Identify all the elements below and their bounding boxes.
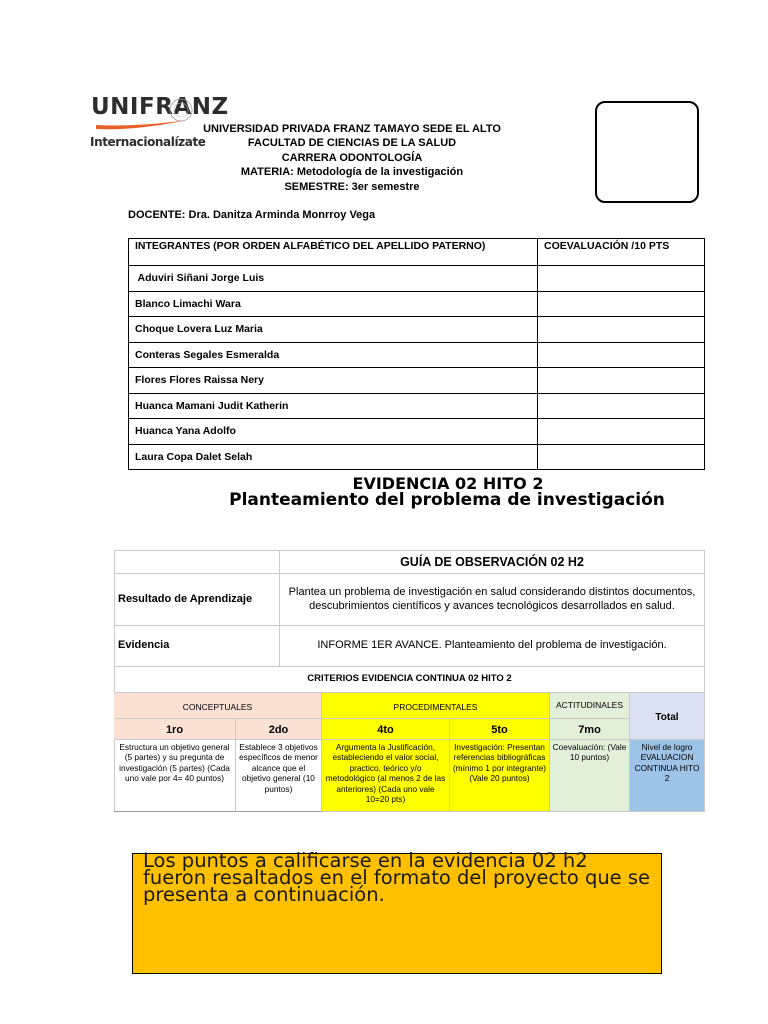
- header-faculty: FACULTAD DE CIENCIAS DE LA SALUD: [247, 137, 457, 150]
- criterion-2-description: Establece 3 objetivos específicos de menor alcance que el objetivo general (10 puntos): [236, 740, 322, 812]
- member-name: Blanco Limachi Wara: [129, 291, 538, 317]
- member-score-cell[interactable]: [538, 317, 705, 343]
- criterion-1-number: 1ro: [114, 719, 236, 740]
- member-name: Flores Flores Raissa Nery: [129, 368, 538, 394]
- table-row: [129, 393, 705, 419]
- table-row: [129, 266, 705, 292]
- criterios-title: CRITERIOS EVIDENCIA CONTINUA 02 HITO 2: [307, 673, 512, 684]
- group-conceptuales: CONCEPTUALES: [114, 692, 322, 719]
- guide-right-border: [704, 550, 705, 692]
- criterion-4-number: 4to: [322, 719, 450, 740]
- guide-top-border: [114, 550, 705, 551]
- col-integrantes: INTEGRANTES (POR ORDEN ALFABÉTICO DEL APELLIDO PATERNO): [129, 239, 538, 266]
- member-score-cell[interactable]: [538, 368, 705, 394]
- criterion-5-number: 5to: [450, 719, 550, 740]
- members-table: [128, 238, 705, 470]
- evidence-title: EVIDENCIA 02 HITO 2: [352, 474, 544, 493]
- observation-guide: [114, 550, 705, 812]
- table-row: [129, 368, 705, 394]
- logo-seal-icon: [168, 97, 194, 123]
- evidence-subtitle: Planteamiento del problema de investigación: [229, 490, 665, 510]
- header-semester: SEMESTRE: 3er semestre: [284, 180, 420, 193]
- members-table-header: [129, 239, 705, 266]
- resultado-label: Resultado de Aprendizaje: [118, 593, 253, 605]
- document-header: [190, 122, 514, 194]
- table-row: [129, 291, 705, 317]
- header-career: CARRERA ODONTOLOGÍA: [281, 151, 423, 164]
- col-coevaluacion: COEVALUACIÓN /10 PTS: [538, 239, 705, 266]
- criterion-7-number: 7mo: [550, 719, 630, 740]
- criterion-4-description: Argumenta la Justificación, estableciendo el valor social, practico, teórico y/o metodológico (al menos 2 de las anteriores) (Cada uno vale 10=20 pts): [322, 740, 450, 812]
- member-name: Conteras Segales Esmeralda: [129, 342, 538, 368]
- total-description: Nivel de logro EVALUACION CONTINUA HITO 2: [630, 740, 705, 812]
- member-score-cell[interactable]: [538, 393, 705, 419]
- member-name: Aduviri Siñani Jorge Luis: [129, 266, 538, 292]
- member-score-cell[interactable]: [538, 342, 705, 368]
- unifranz-logo: UNIFRANZ: [91, 94, 229, 120]
- evidencia-label: Evidencia: [118, 639, 170, 651]
- group-total: Total: [630, 692, 705, 740]
- logo-tagline: Internacionalízate: [90, 135, 206, 149]
- docente-line: DOCENTE: Dra. Danitza Arminda Monrroy Vega: [128, 209, 376, 221]
- member-name: Huanca Mamani Judit Katherin: [129, 393, 538, 419]
- member-score-cell[interactable]: [538, 291, 705, 317]
- guide-row-line: [114, 573, 705, 574]
- criterion-5-description: Investigación: Presentan referencias bibliográficas (mínimo 1 por integrante) (Vale 20 puntos): [450, 740, 550, 812]
- evidencia-text: INFORME 1ER AVANCE. Planteamiento del problema de investigación.: [317, 639, 667, 651]
- criterion-2-number: 2do: [236, 719, 322, 740]
- member-score-cell[interactable]: [538, 266, 705, 292]
- criterion-7-description: Coevaluación: (Vale 10 puntos): [550, 740, 630, 812]
- guide-row-line: [114, 625, 705, 626]
- table-row: [129, 419, 705, 445]
- table-row: [129, 342, 705, 368]
- group-actitudinales: ACTITUDINALES: [550, 692, 630, 719]
- guide-row-line: [114, 666, 705, 667]
- table-row: [129, 317, 705, 343]
- member-name: Laura Copa Dalet Selah: [129, 444, 538, 470]
- member-name: Huanca Yana Adolfo: [129, 419, 538, 445]
- note-text: Los puntos a calificarse en la evidencia 02 h2 fueron resaltados en el formato del proyecto que se presenta a continuación.: [143, 849, 651, 906]
- resultado-text-line: descubrimientos científicos y avances tecnológicos desarrollados en salud.: [309, 600, 675, 612]
- note-box: [132, 849, 662, 974]
- header-subject: MATERIA: Metodología de la investigación: [240, 166, 464, 179]
- criterion-1-description: Estructura un objetivo general (5 partes) y su pregunta de investigación (5 partes) (Cada uno vale por 4= 40 puntos): [114, 740, 236, 812]
- member-name: Choque Lovera Luz Maria: [129, 317, 538, 343]
- member-score-cell[interactable]: [538, 444, 705, 470]
- resultado-text-line: Plantea un problema de investigación en salud considerando distintos documentos,: [288, 586, 696, 598]
- resultado-text: [280, 585, 704, 613]
- photo-placeholder: [595, 101, 699, 203]
- header-university: UNIVERSIDAD PRIVADA FRANZ TAMAYO SEDE EL ALTO: [203, 123, 501, 135]
- table-row: [129, 444, 705, 470]
- group-procedimentales: PROCEDIMENTALES: [322, 692, 550, 719]
- member-score-cell[interactable]: [538, 419, 705, 445]
- guide-title: GUÍA DE OBSERVACIÓN 02 H2: [400, 555, 584, 569]
